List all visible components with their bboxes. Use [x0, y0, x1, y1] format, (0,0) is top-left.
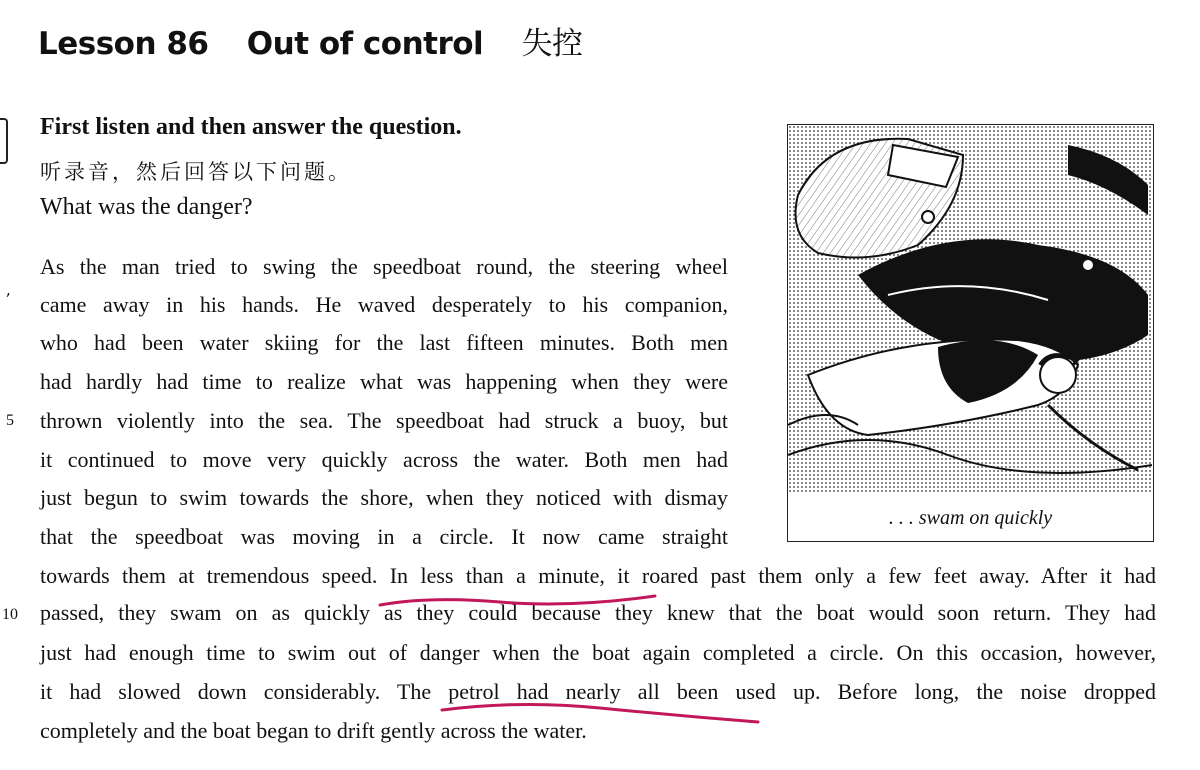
- listening-instruction-zh: 听录音，然后回答以下问题。: [40, 160, 352, 184]
- illustration-caption: . . . swam on quickly: [888, 507, 1053, 529]
- lesson-number: Lesson 86: [38, 26, 209, 62]
- listening-instruction: First listen and then answer the question.: [40, 114, 462, 140]
- lesson-name: Out of control: [246, 26, 484, 62]
- swimmer-head: [1040, 357, 1076, 393]
- passage-line: it continued to move very quickly across the water. Both men had: [40, 447, 728, 472]
- passage-line: just had enough time to swim out of danger when the boat again completed a circle. On this occasion, however,: [40, 640, 1156, 665]
- passage-line: had hardly had time to realize what was happening when they were: [40, 369, 728, 394]
- illustration: [787, 124, 1154, 542]
- underline-less-than-a-minute: [380, 596, 655, 605]
- passage-line: just begun to swim towards the shore, when they noticed with dismay: [40, 485, 728, 510]
- comprehension-question: What was the danger?: [40, 194, 253, 220]
- lesson-name-zh: 失控: [521, 26, 583, 62]
- passage-line: As the man tried to swing the speedboat round, the steering wheel: [40, 254, 728, 279]
- passage-line: completely and the boat began to drift gently across the water.: [40, 718, 587, 743]
- passage-line: who had been water skiing for the last fifteen minutes. Both men: [40, 330, 728, 355]
- margin-tick-mark: ʼ: [5, 290, 11, 309]
- swimmer-illustration: [788, 125, 1152, 493]
- passage-line: came away in his hands. He waved desperately to his companion,: [40, 292, 728, 317]
- passage-line: passed, they swam on as quickly as they could because they knew that the boat would soon return. They had: [40, 600, 1156, 625]
- passage-line: that the speedboat was moving in a circle. It now came straight: [40, 524, 728, 549]
- line-number-5: 5: [6, 412, 14, 429]
- line-number-10: 10: [2, 606, 18, 623]
- passage-line: towards them at tremendous speed. In less than a minute, it roared past them only a few feet away. After it had: [40, 563, 1156, 588]
- passage-line: thrown violently into the sea. The speedboat had struck a buoy, but: [40, 408, 728, 433]
- underline-petrol-used-up: [442, 704, 758, 722]
- passage-line: it had slowed down considerably. The petrol had nearly all been used up. Before long, the noise dropped: [40, 679, 1156, 704]
